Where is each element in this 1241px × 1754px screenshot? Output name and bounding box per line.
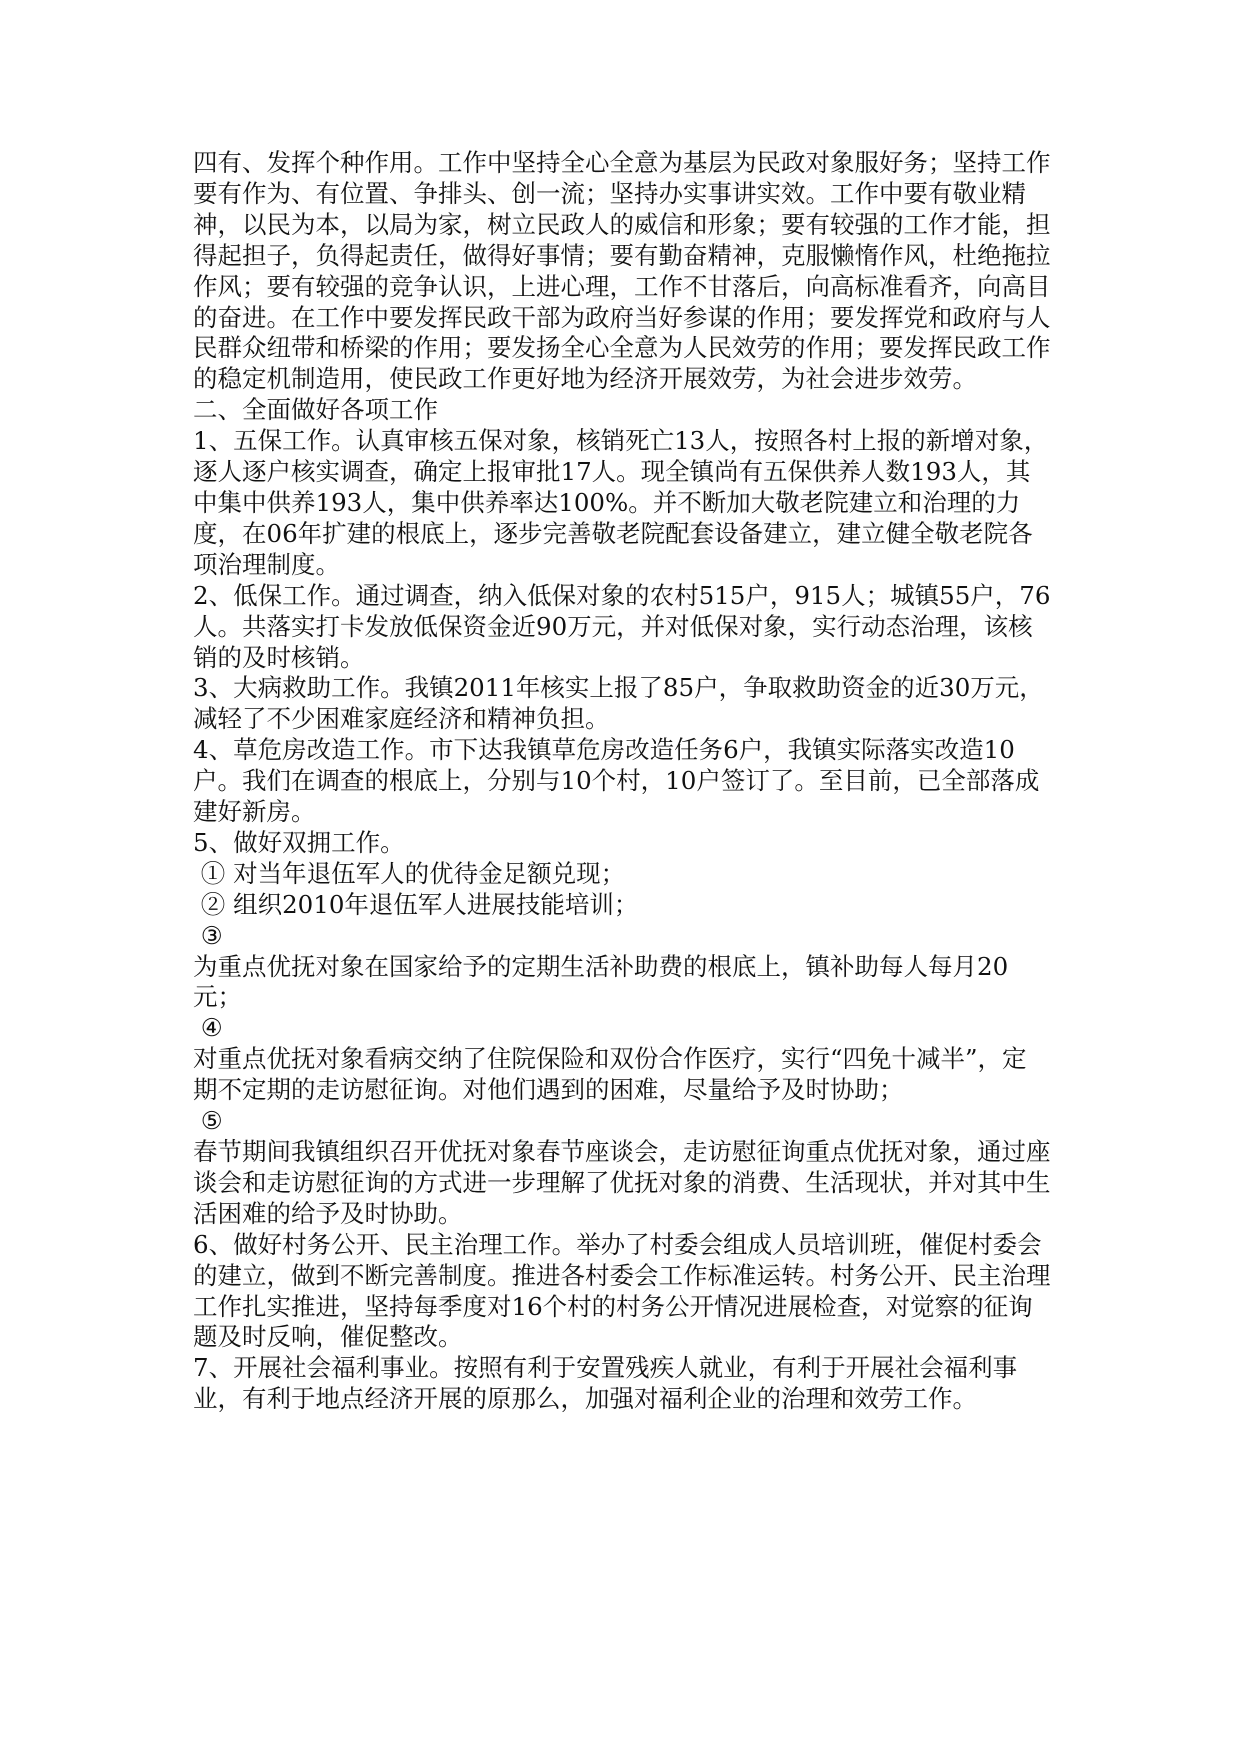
list-item-2: ② 组织2010年退伍军人进展技能培训； — [193, 889, 639, 919]
paragraph-caoweifang: 4、草危房改造工作。市下达我镇草危房改造任务6户，我镇实际落实改造10户。我们在调查的根底上，分别与10个村，10户签订了。至目前，已全部落成建好新房。 — [193, 735, 1040, 827]
list-marker-4: ④ — [193, 1013, 223, 1043]
paragraph-dibao: 2、低保工作。通过调查，纳入低保对象的农村515户，915人；城镇55户，76人。共落实打卡发放低保资金近90万元，并对低保对象，实行动态治理，该核销的及时核销。 — [193, 580, 1051, 672]
paragraph-dabing-jiuzhu: 3、大病救助工作。我镇2011年核实上报了85户，争取救助资金的近30万元，减轻了不少困难家庭经济和精神负担。 — [193, 673, 1044, 734]
list-item-3-text: 为重点优抚对象在国家给予的定期生活补助费的根底上，镇补助每人每月20元； — [193, 951, 1009, 1012]
paragraph-cunwu-gongkai: 6、做好村务公开、民主治理工作。举办了村委会组成人员培训班，催促村委会的建立，做到不断完善制度。推进各村委会工作标准运转。村务公开、民主治理工作扎实推进，坚持每季度对16个村的村务公开情况进展检查，对觉察的征询题及时反响，催促整改。 — [193, 1229, 1051, 1352]
paragraph-wubao: 1、五保工作。认真审核五保对象，核销死亡13人，按照各村上报的新增对象，逐人逐户核实调查，确定上报审批17人。现全镇尚有五保供养人数193人，其中集中供养193人，集中供养率达100%。并不断加大敬老院建立和治理的力度，在06年扩建的根底上，逐步完善敬老院配套设备建立，建立健全敬老院各项治理制度。 — [193, 426, 1049, 579]
list-item-4-text: 对重点优抚对象看病交纳了住院保险和双份合作医疗，实行“四免十减半”，定期不定期的走访慰征询。对他们遇到的困难，尽量给予及时协助； — [193, 1044, 1027, 1105]
paragraph-shehui-fuli: 7、开展社会福利事业。按照有利于安置残疾人就业，有利于开展社会福利事业，有利于地点经济开展的原那么，加强对福利企业的治理和效劳工作。 — [193, 1353, 1018, 1414]
paragraph-shuangyong: 5、做好双拥工作。 — [193, 827, 405, 857]
list-item-5-text: 春节期间我镇组织召开优抚对象春节座谈会，走访慰征询重点优抚对象，通过座谈会和走访慰征询的方式进一步理解了优抚对象的消费、生活现状，并对其中生活困难的给予及时协助。 — [193, 1137, 1051, 1228]
section-heading-2: 二、全面做好各项工作 — [193, 395, 438, 425]
paragraph-duties-intro: 四有、发挥个种作用。工作中坚持全心全意为基层为民政对象服好务；坚持工作要有作为、有位置、争排头、创一流；坚持办实事讲实效。工作中要有敬业精神，以民为本，以局为家，树立民政人的威信和形象；要有较强的工作才能，担得起担子，负得起责任，做得好事情；要有勤奋精神，克服懒惰作风，杜绝拖拉作风；要有较强的竞争认识，上进心理，工作不甘落后，向高标准看齐，向高目的奋进。在工作中要发挥民政干部为政府当好参谋的作用；要发挥党和政府与人民群众纽带和桥梁的作用；要发扬全心全意为人民效劳的作用；要发挥民政工作的稳定机制造用，使民政工作更好地为经济开展效劳，为社会进步效劳。 — [193, 148, 1051, 394]
list-marker-5: ⑤ — [193, 1106, 223, 1136]
list-marker-3: ③ — [193, 920, 223, 950]
list-item-1: ① 对当年退伍军人的优待金足额兑现； — [193, 858, 626, 888]
document-body — [193, 148, 1051, 1415]
